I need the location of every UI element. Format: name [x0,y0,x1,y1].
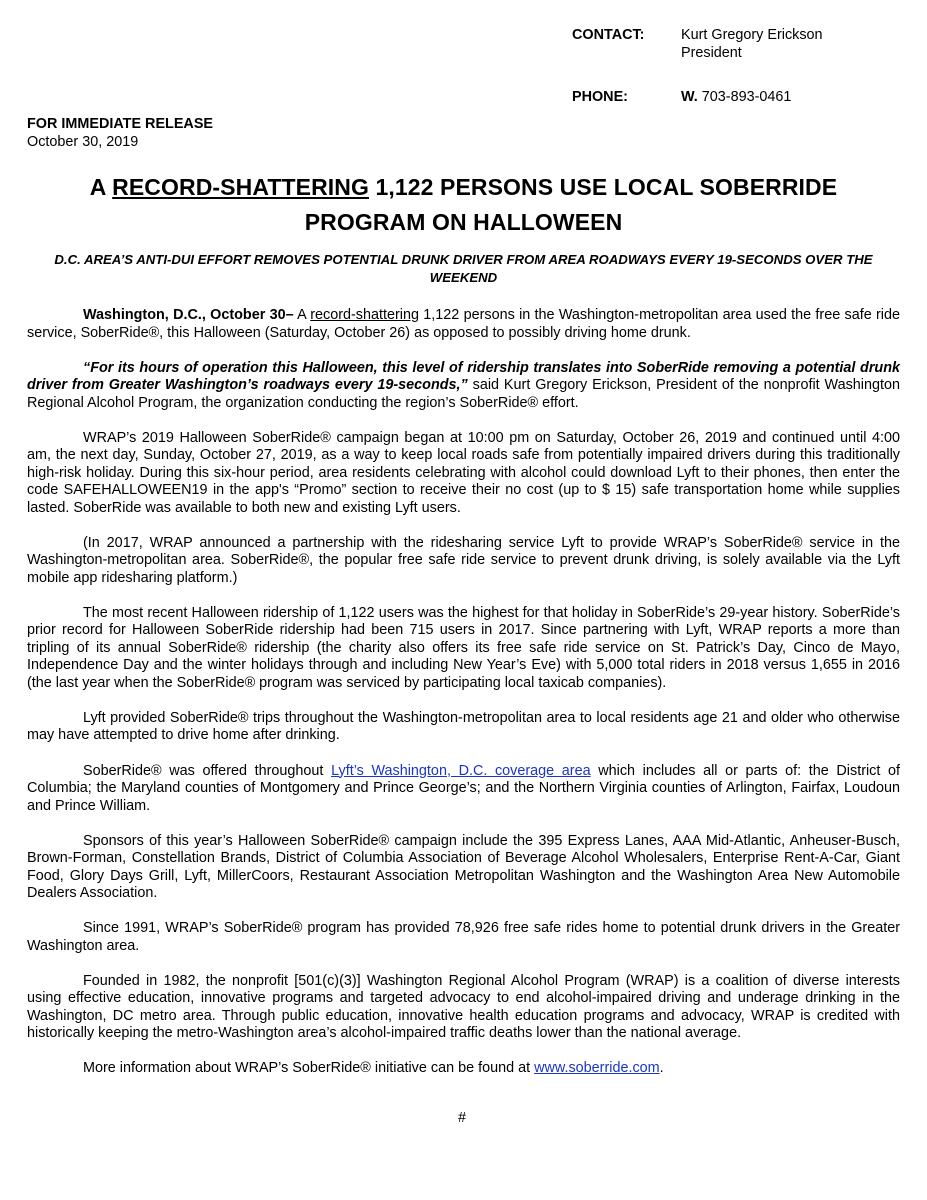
paragraph-8: Sponsors of this year’s Halloween SoberRide® campaign include the 395 Express Lanes, AAA Mid-Atlantic, Anheuser-Busch, Brown-Forman, Constellation Brands, District of Columbia Association of Beverage Alcohol Wholesalers, Enterprise Rent-A-Car, Giant Food, Glory Days Grill, Lyft, MillerCoors, Restaurant Association Metropolitan Washington and the Washington Area New Automobile Dealers Association. [27,832,900,902]
phone-value [681,89,791,107]
headline-a: A [89,174,113,200]
contact-values [681,27,823,62]
headline [27,170,900,240]
paragraph-11 [27,1060,900,1078]
release-date: October 30, 2019 [27,133,139,150]
paragraph-text: SoberRide® was offered throughout [83,762,332,779]
release-title: FOR IMMEDIATE RELEASE [27,116,214,132]
paragraph-2 [27,360,900,413]
paragraph-text: which includes all or parts of: the District of Columbia; the Maryland counties of Montgomery and Prince George’s; and the Northern Virginia counties of Arlington, Fairfax, Loudoun and Prince William. [27,762,900,814]
paragraph-6: Lyft provided SoberRide® trips throughout the Washington-metropolitan area to local residents age 21 and older who otherwise may have attempted to drive home after drinking. [27,709,900,744]
contact-name: Kurt Gregory Erickson [681,27,823,43]
paragraph-10: Founded in 1982, the nonprofit [501(c)(3)] Washington Regional Alcohol Program (WRAP) is a coalition of diverse interests using effective education, innovative programs and targeted advocacy to end alcohol-impaired driving and underage drinking in the Washington, DC metro area. Through public education, innovative health education programs and advocacy, WRAP is credited with historically keeping the metro-Washington area’s alcohol-impaired traffic deaths lower than the national average. [27,972,900,1042]
paragraph-text: . [659,1060,664,1077]
headline-record: RECORD-SHATTERING [112,174,369,200]
paragraph-3: WRAP’s 2019 Halloween SoberRide® campaign began at 10:00 pm on Saturday, October 26, 2019 and continued until 4:00 am, the next day, Sunday, October 27, 2019, as a way to keep local roads safe from potentially impaired drivers during this traditionally high-risk holiday. During this six-hour period, area residents celebrating with alcohol could download Lyft to their phones, then enter the code SAFEHALLOWEEN19 in the app's “Promo” section to receive their no cost (up to $ 15) safe transportation home while supplies lasted. SoberRide was available to both new and existing Lyft users. [27,429,900,516]
paragraph-text: More information about WRAP’s SoberRide® initiative can be found at [83,1060,535,1077]
paragraph-9: Since 1991, WRAP’s SoberRide® program has provided 78,926 free safe rides home to potential drunk drivers in the Greater Washington area. [27,920,900,954]
paragraph-7 [27,763,900,816]
headline-rest: 1,122 PERSONS USE LOCAL SOBERRIDE PROGRAM ON HALLOWEEN [304,174,838,235]
dateline: Washington, D.C., October 30– [83,307,294,323]
press-release-body [27,307,900,1096]
paragraph-4: (In 2017, WRAP announced a partnership with the ridesharing service Lyft to provide WRAP’s SoberRide® service in the Washington-metropolitan area. SoberRide®, the popular free safe ride service to prevent drunk driving, is solely available via the Lyft mobile app ridesharing platform.) [27,534,900,586]
contact-row [572,27,892,62]
contact-role: President [681,44,742,61]
paragraph-text: 1,122 persons in the Washington-metropolitan area used the free safe ride service, SoberRide®, this Halloween (Saturday, October 26) as opposed to possibly driving home drunk. [27,307,901,341]
record-shattering-underline: record-shattering [310,307,419,323]
phone-number: 703-893-0461 [701,89,792,105]
paragraph-5: The most recent Halloween ridership of 1,122 users was the highest for that holiday in SoberRide’s 29-year history. SoberRide’s prior record for Halloween SoberRide ridership had been 715 users in 2017. Since partnering with Lyft, WRAP reports a more than tripling of its annual SoberRide® ridership (the charity also offers its free safe ride service on St. Patrick’s Day, Cinco de Mayo, Independence Day and the winter holidays through and including New Year’s Eve) with 5,000 total riders in 2018 versus 1,655 in 2016 (the last year when the SoberRide® program was serviced by participating local taxicab companies). [27,604,900,691]
phone-label: PHONE: [572,89,628,105]
soberride-website-link[interactable]: www.soberride.com [534,1060,660,1077]
phone-prefix: W. [681,89,698,105]
contact-block [572,27,892,107]
release-block [27,116,213,151]
quote: “For its hours of operation this Halloween, this level of ridership translates into SoberRide removing a potential drunk driver from Greater Washington’s roadways every 19-seconds,” [27,359,900,394]
subheadline: D.C. AREA’S ANTI-DUI EFFORT REMOVES POTENTIAL DRUNK DRIVER FROM AREA ROADWAYS EVERY 19-SECONDS OVER THE WEEKEND [54,252,873,285]
paragraph-text: said Kurt Gregory Erickson, President of the nonprofit Washington Regional Alcohol Program, the organization conducting the region’s SoberRide® effort. [27,377,900,411]
phone-row [572,89,892,107]
end-mark: # [458,1110,467,1126]
contact-label: CONTACT: [572,27,645,43]
paragraph-text: A [293,307,311,323]
coverage-area-link[interactable]: Lyft’s Washington, D.C. coverage area [331,762,591,779]
paragraph-1 [27,307,900,342]
